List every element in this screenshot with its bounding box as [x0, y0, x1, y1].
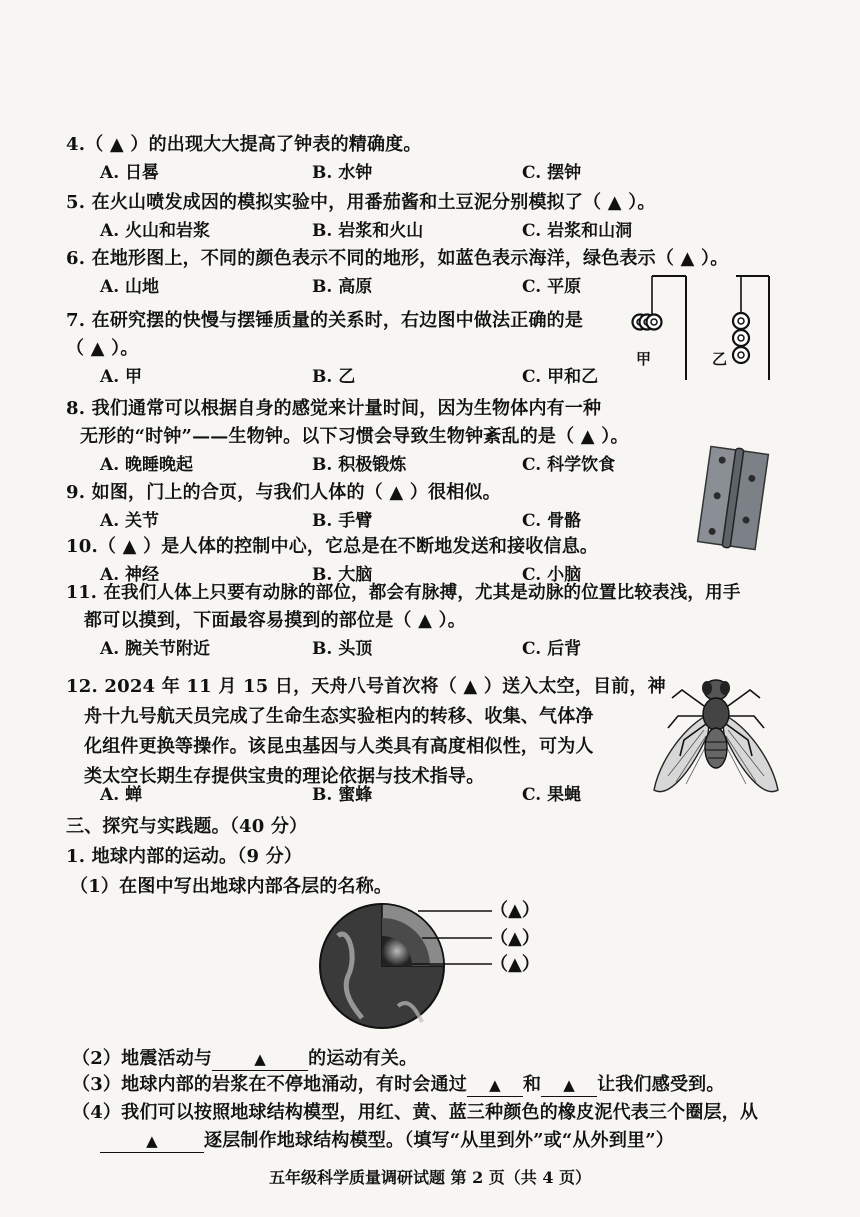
q6-stem: 6. 在地形图上，不同的颜色表示不同的地形，如蓝色表示海洋，绿色表示（ ▲ ）。 [66, 248, 729, 269]
q6-option-b: B. 高原 [312, 277, 373, 297]
pendulum-label-jia: 甲 [636, 350, 652, 368]
q7-stem-line2: （ ▲ ）。 [66, 338, 139, 359]
q9-stem: 9. 如图，门上的合页，与我们人体的（ ▲ ）很相似。 [66, 482, 501, 503]
earth-label-core: （▲） [490, 954, 540, 975]
section3-title: 三、探究与实践题。（40 分） [66, 816, 308, 837]
q10-option-a: A. 神经 [100, 565, 160, 585]
q11-option-c: C. 后背 [522, 639, 582, 659]
q10-option-c: C. 小脑 [522, 565, 582, 585]
p1-sub2-post: 的运动有关。 [308, 1048, 418, 1069]
p1-sub2-pre: （2）地震活动与 [72, 1048, 213, 1069]
q8-stem-line1: 8. 我们通常可以根据自身的感觉来计量时间，因为生物体内有一种 [66, 398, 602, 419]
q5-option-c: C. 岩浆和山洞 [522, 221, 633, 241]
fruit-fly-icon [646, 664, 786, 802]
page-footer: 五年级科学质量调研试题 第 2 页（共 4 页） [268, 1168, 592, 1187]
pendulum-label-yi: 乙 [712, 350, 728, 368]
q4-stem: 4.（ ▲ ）的出现大大提高了钟表的精确度。 [66, 134, 422, 155]
q4-option-a: A. 日晷 [100, 163, 160, 183]
p1-sub4-line1: （4）我们可以按照地球结构模型，用红、黄、蓝三种颜色的橡皮泥代表三个圈层，从 [72, 1102, 759, 1123]
q7-option-b: B. 乙 [312, 367, 356, 387]
q5-stem: 5. 在火山喷发成因的模拟实验中，用番茄酱和土豆泥分别模拟了（ ▲ ）。 [66, 192, 656, 213]
q8-option-a: A. 晚睡晚起 [100, 455, 194, 475]
p1-sub3-post: 让我们感受到。 [597, 1074, 725, 1095]
p1-sub3-pre: （3）地球内部的岩浆在不停地涌动，有时会通过 [72, 1074, 467, 1095]
door-hinge-icon [690, 444, 776, 552]
q6-option-a: A. 山地 [100, 277, 160, 297]
p1-sub1: （1）在图中写出地球内部各层的名称。 [70, 876, 393, 897]
q10-option-b: B. 大脑 [312, 565, 373, 585]
q6-option-c: C. 平原 [522, 277, 582, 297]
q7-stem-line1: 7. 在研究摆的快慢与摆锤质量的关系时，右边图中做法正确的是 [66, 310, 584, 331]
earth-label-crust: （▲） [490, 900, 540, 921]
q12-option-b: B. 蜜蜂 [312, 785, 373, 805]
q4-option-c: C. 摆钟 [522, 163, 582, 183]
p1-sub4-blank[interactable]: ▲ [100, 1130, 204, 1153]
p1-sub3-blank1[interactable]: ▲ [467, 1074, 523, 1097]
q9-option-c: C. 骨骼 [522, 511, 582, 531]
earth-structure-diagram [318, 896, 498, 1038]
q12-stem-line2: 舟十九号航天员完成了生命生态实验柜内的转移、收集、气体净 [84, 706, 594, 727]
p1-sub2-blank[interactable]: ▲ [212, 1048, 308, 1071]
q7-option-c: C. 甲和乙 [522, 367, 599, 387]
q8-stem-line2: 无形的“时钟”——生物钟。以下习惯会导致生物钟紊乱的是（ ▲ ）。 [80, 426, 629, 447]
q9-option-a: A. 关节 [100, 511, 160, 531]
q12-stem-line1: 12. 2024 年 11 月 15 日，天舟八号首次将（ ▲ ）送入太空，目前，神 [66, 676, 666, 697]
q10-stem: 10.（ ▲ ）是人体的控制中心，它总是在不断地发送和接收信息。 [66, 536, 599, 557]
q4-option-b: B. 水钟 [312, 163, 373, 183]
p1-title: 1. 地球内部的运动。（9 分） [66, 846, 303, 867]
q9-option-b: B. 手臂 [312, 511, 373, 531]
q12-option-a: A. 蝉 [100, 785, 143, 805]
q11-stem-line2: 都可以摸到，下面最容易摸到的部位是（ ▲ ）。 [84, 610, 466, 631]
p1-sub4-post: 逐层制作地球结构模型。（填写“从里到外”或“从外到里”） [204, 1130, 675, 1151]
q11-stem-line1: 11. 在我们人体上只要有动脉的部位，都会有脉搏，尤其是动脉的位置比较表浅，用手 [66, 583, 741, 603]
p1-sub2 [72, 1046, 417, 1072]
q8-option-b: B. 积极锻炼 [312, 455, 407, 475]
q5-option-a: A. 火山和岩浆 [100, 221, 211, 241]
q12-option-c: C. 果蝇 [522, 785, 582, 805]
q8-option-c: C. 科学饮食 [522, 455, 616, 475]
q7-option-a: A. 甲 [100, 367, 143, 387]
p1-sub3-blank2[interactable]: ▲ [541, 1074, 597, 1097]
p1-sub3-mid: 和 [522, 1074, 542, 1095]
q12-stem-line3: 化组件更换等操作。该昆虫基因与人类具有高度相似性，可为人 [84, 736, 594, 757]
q5-option-b: B. 岩浆和火山 [312, 221, 424, 241]
q12-stem-line4: 类太空长期生存提供宝贵的理论依据与技术指导。 [84, 766, 485, 787]
p1-sub3 [72, 1072, 725, 1098]
p1-sub4-line2 [100, 1128, 674, 1154]
q11-option-b: B. 头顶 [312, 639, 373, 659]
earth-label-mantle: （▲） [490, 928, 540, 949]
q11-option-a: A. 腕关节附近 [100, 639, 211, 659]
